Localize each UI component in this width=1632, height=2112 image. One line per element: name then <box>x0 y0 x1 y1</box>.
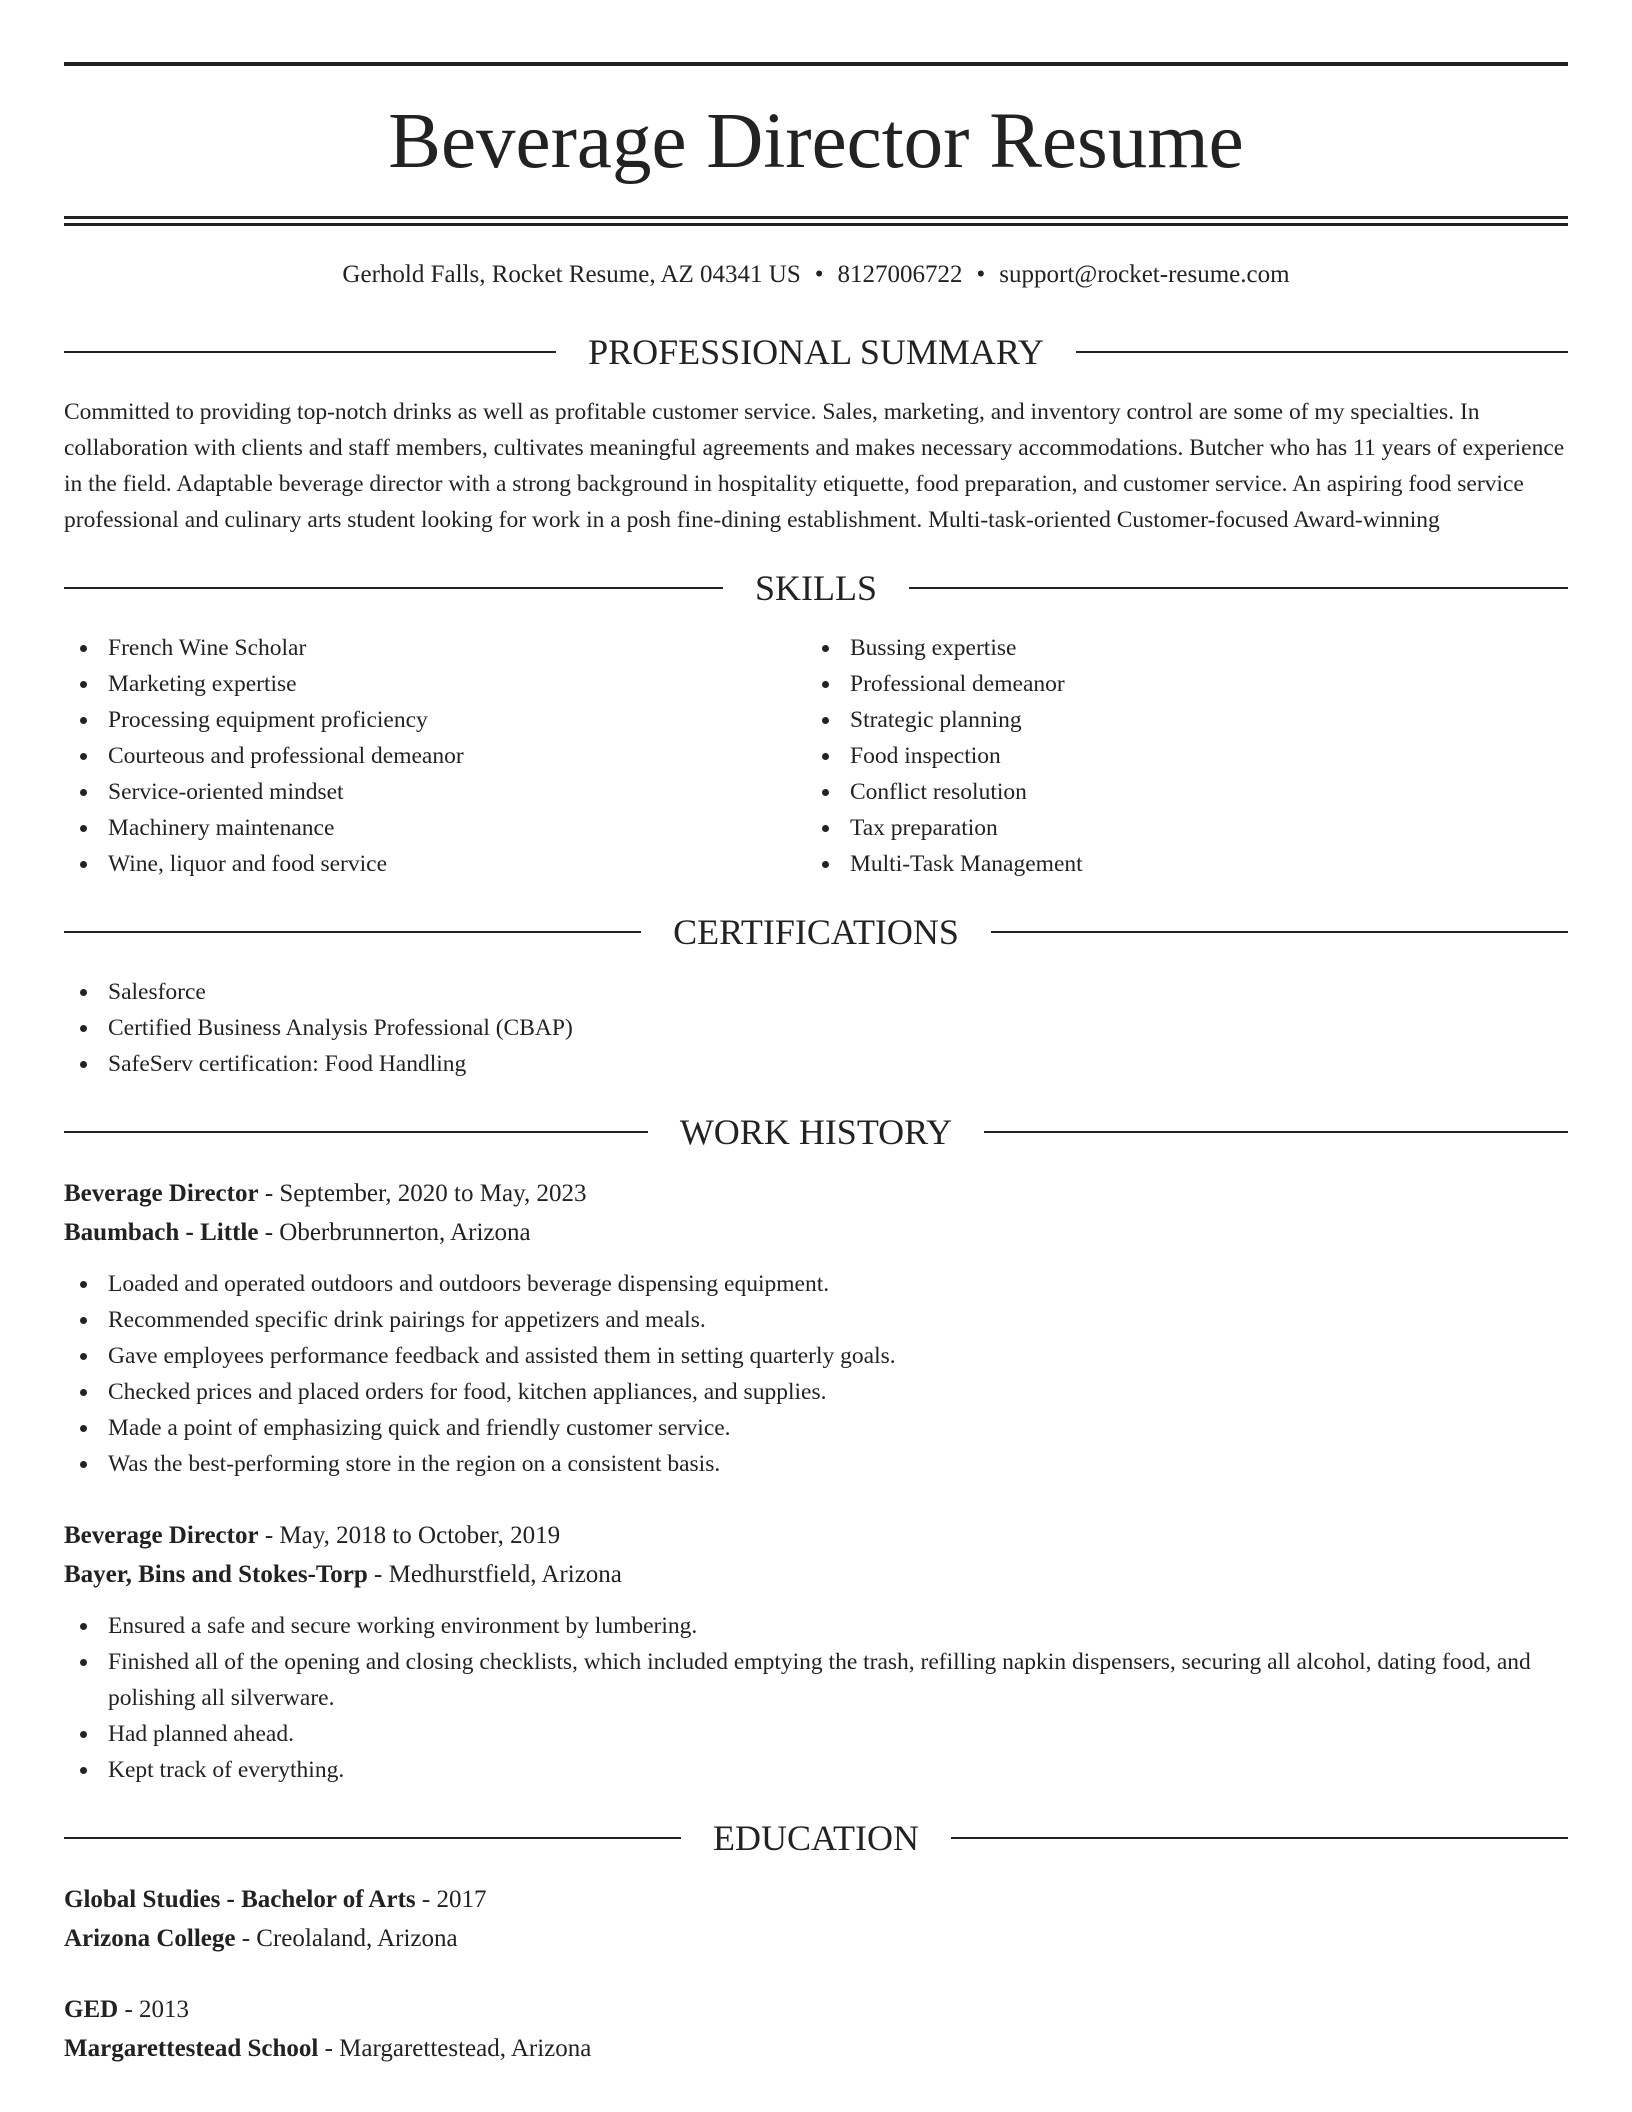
job-bullet: Ensured a safe and secure working environment by lumbering. <box>64 1608 1568 1644</box>
resume-title: Beverage Director Resume <box>388 98 1244 185</box>
job-dates: - May, 2018 to October, 2019 <box>258 1522 561 1549</box>
certifications-list <box>64 974 1568 1082</box>
job-company: Bayer, Bins and Stokes-Torp <box>64 1561 368 1588</box>
certification-item: Certified Business Analysis Professional (CBAP) <box>64 1010 1568 1046</box>
job-bullet: Made a point of emphasizing quick and friendly customer service. <box>64 1410 1568 1446</box>
skill-item: Service-oriented mindset <box>64 774 806 810</box>
job-bullet: Checked prices and placed orders for food, kitchen appliances, and supplies. <box>64 1374 1568 1410</box>
section-rule <box>951 1837 1568 1839</box>
education-year: - 2017 <box>415 1886 487 1913</box>
skills-list-right <box>806 630 1548 882</box>
education-location: - Margarettestead, Arizona <box>318 2035 592 2062</box>
job-bullet: Was the best-performing store in the region on a consistent basis. <box>64 1446 1568 1482</box>
contact-line <box>64 260 1568 290</box>
education-year: - 2013 <box>118 1996 190 2023</box>
education-degree: Global Studies - Bachelor of Arts <box>64 1886 416 1913</box>
section-rule <box>64 587 723 589</box>
section-title-skills: SKILLS <box>755 568 878 608</box>
job-bullets <box>64 1608 1568 1788</box>
job-dates: - September, 2020 to May, 2023 <box>258 1180 587 1207</box>
job-company-line <box>64 1555 1568 1594</box>
contact-address: Gerhold Falls, Rocket Resume, AZ 04341 US <box>342 261 801 288</box>
job-bullet: Loaded and operated outdoors and outdoors beverage dispensing equipment. <box>64 1266 1568 1302</box>
skill-item: Machinery maintenance <box>64 810 806 846</box>
skill-item: Processing equipment proficiency <box>64 702 806 738</box>
education-school-line <box>64 1919 1568 1958</box>
job-bullet: Gave employees performance feedback and assisted them in setting quarterly goals. <box>64 1338 1568 1374</box>
skill-item: French Wine Scholar <box>64 630 806 666</box>
contact-separator: • <box>976 261 986 288</box>
section-title-summary: PROFESSIONAL SUMMARY <box>588 332 1044 372</box>
job-location: - Oberbrunnerton, Arizona <box>258 1219 531 1246</box>
education-location: - Creolaland, Arizona <box>235 1925 458 1952</box>
section-rule <box>64 1837 681 1839</box>
section-header-work-history <box>64 1112 1568 1152</box>
section-title-certifications: CERTIFICATIONS <box>673 912 959 952</box>
job-location: - Medhurstfield, Arizona <box>367 1561 622 1588</box>
job-bullet: Recommended specific drink pairings for appetizers and meals. <box>64 1302 1568 1338</box>
skill-item: Bussing expertise <box>806 630 1548 666</box>
section-rule <box>64 931 641 933</box>
skill-item: Marketing expertise <box>64 666 806 702</box>
education-degree-line <box>64 1990 1568 2029</box>
job-bullet: Kept track of everything. <box>64 1752 1568 1788</box>
education-degree-line <box>64 1880 1568 1919</box>
section-header-skills <box>64 568 1568 608</box>
education-entry <box>64 1990 1568 2068</box>
contact-email: support@rocket-resume.com <box>999 261 1290 288</box>
skill-item: Professional demeanor <box>806 666 1548 702</box>
section-rule <box>64 351 556 353</box>
job-bullet: Finished all of the opening and closing checklists, which included emptying the trash, refilling napkin dispensers, securing all alcohol, dating food, and polishing all silverware. <box>64 1644 1568 1716</box>
section-rule <box>909 587 1568 589</box>
job-title-line <box>64 1174 1568 1213</box>
job-title: Beverage Director <box>64 1522 259 1549</box>
education-school: Arizona College <box>64 1925 236 1952</box>
skill-item: Courteous and professional demeanor <box>64 738 806 774</box>
resume-page <box>64 0 1568 2068</box>
section-header-summary <box>64 332 1568 372</box>
top-rule <box>64 62 1568 66</box>
skill-item: Strategic planning <box>806 702 1548 738</box>
job-bullet: Had planned ahead. <box>64 1716 1568 1752</box>
education-school-line <box>64 2029 1568 2068</box>
job-bullets <box>64 1266 1568 1482</box>
section-header-certifications <box>64 912 1568 952</box>
contact-phone: 8127006722 <box>837 261 963 288</box>
skills-grid <box>64 630 1568 882</box>
skills-list-left <box>64 630 806 882</box>
job-company-line <box>64 1213 1568 1252</box>
skill-item: Food inspection <box>806 738 1548 774</box>
education-entry <box>64 1880 1568 1958</box>
job-title: Beverage Director <box>64 1180 259 1207</box>
title-double-rule <box>64 216 1568 226</box>
contact-separator: • <box>814 261 824 288</box>
summary-text: Committed to providing top-notch drinks as well as profitable customer service. Sales, marketing, and inventory control are some of my specialties. In collaboration with clients and staff members, cultivates meaningful agreements and makes necessary accommodations. Butcher who has 11 years of experience in the field. Adaptable beverage director with a strong background in hospitality etiquette, food preparation, and customer service. An aspiring food service professional and culinary arts student looking for work in a posh fine-dining establishment. Multi-task-oriented Customer-focused Award-winning <box>64 399 1565 533</box>
section-rule <box>1076 351 1568 353</box>
job-company: Baumbach - Little <box>64 1219 259 1246</box>
section-header-education <box>64 1818 1568 1858</box>
job-title-line <box>64 1516 1568 1555</box>
skill-item: Conflict resolution <box>806 774 1548 810</box>
skill-item: Multi-Task Management <box>806 846 1548 882</box>
section-title-work-history: WORK HISTORY <box>679 1112 953 1152</box>
section-rule <box>64 1131 648 1133</box>
section-title-education: EDUCATION <box>713 1818 919 1858</box>
education-degree: GED <box>64 1996 119 2023</box>
job-entry <box>64 1516 1568 1788</box>
certification-item: Salesforce <box>64 974 1568 1010</box>
section-rule <box>984 1131 1568 1133</box>
skill-item: Tax preparation <box>806 810 1548 846</box>
section-rule <box>991 931 1568 933</box>
certification-item: SafeServ certification: Food Handling <box>64 1046 1568 1082</box>
job-entry <box>64 1174 1568 1482</box>
education-school: Margarettestead School <box>64 2035 319 2062</box>
skill-item: Wine, liquor and food service <box>64 846 806 882</box>
